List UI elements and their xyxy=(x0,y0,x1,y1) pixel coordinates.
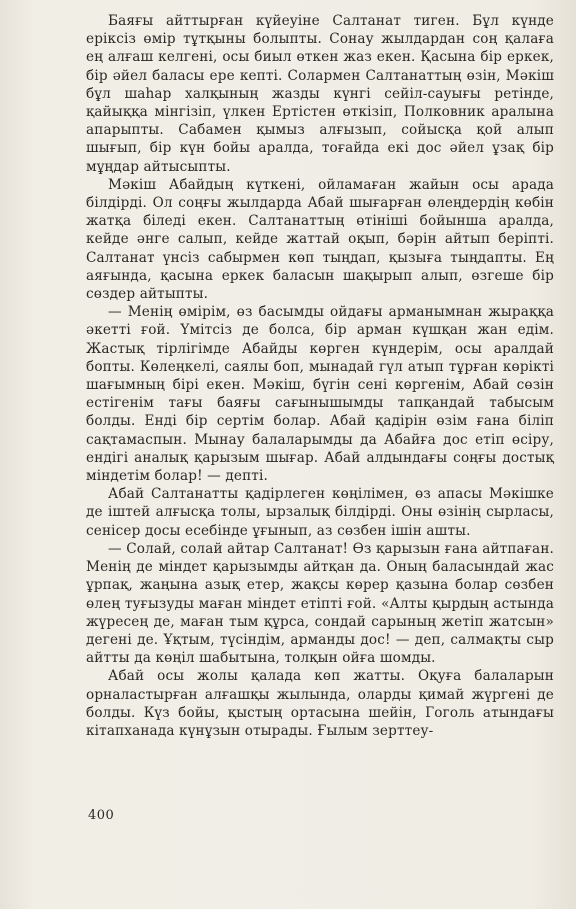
page-number: 400 xyxy=(88,808,115,823)
paragraph-4: Абай Салтанатты қадірлеген көңілімен, өз апасы Мәкішке де іштей алғысқа толы, ырзалық білдірді. Оны өзінің сырласы, сенісер досы есебінде ұғынып, аз сөзбен ішін ашты. xyxy=(86,486,554,539)
paragraph-6: Абай осы жолы қалада көп жатты. Оқуға балаларын орналастырған алғашқы жылында, оларды қимай жүргені де болды. Күз бойы, қыстың ортасына шейін, Гоголь атындағы кітапханада күнұзын отырады. Ғылым зерттеу- xyxy=(86,668,554,739)
paragraph-3: — Менің өмірім, өз басымды ойдағы арманымнан жыраққа әкетті ғой. Үмітсіз де болса, бір арман күшқан жан едім. Жастық тірлігімде Абайды көрген күндерім, осы аралдай бопты. Көлеңкелі, саялы боп, мынадай гүл атып тұрған көрікті шағымның бірі екен. Мәкіш, бүгін сені көргенім, Абай сөзін естігенім тағы баяғы сағынышымды тапқандай табысым болды. Енді бір сертім болар. Абай қадірін өзім ғана біліп сақтамаспын. Мынау балаларымды да Абайға дос етіп өсіру, ендігі аналық қарызым шығар. Абай алдындағы соңғы достық міндетім болар! — депті. xyxy=(86,304,554,485)
paragraph-2: Мәкіш Абайдың күткені, ойламаған жайын осы арада білдірді. Ол соңғы жылдарда Абай шығарған өлеңдердің көбін жатқа біледі екен. Салтанаттың өтініші бойынша аралда, кейде әнге салып, кейде жаттай оқып, бәрін айтып беріпті. Салтанат үнсіз сабырмен көп тыңдап, қызыға тыңдапты. Ең аяғында, қасына еркек баласын шақырып алып, өзгеше бір сөздер айтыпты. xyxy=(86,176,554,303)
paragraph-1: Баяғы айттырған күйеуіне Салтанат тиген. Бұл күнде еріксіз өмір тұтқыны болыпты. Сонау жылдардан соң қалаға ең алғаш келгені, осы биыл өткен жаз екен. Қасына бір еркек, бір әйел баласы ере кепті. Солармен Салтанаттың өзін, Мәкіш бұл шаһар халқының жазды күнгі сейіл-сауығы ретінде, қайыққа мінгізіп, үлкен Ертістен өткізіп, Полковник аралына апарыпты. Сабамен қымыз алғызып, сойысқа қой алып шығып, бір күн бойы аралда, тоғайда екі дос әйел ұзақ бір мұңдар айтысыпты. xyxy=(86,13,554,175)
body-text xyxy=(86,12,554,740)
paragraph-5: — Солай, солай айтар Салтанат! Өз қарызын ғана айтпаған. Менің де міндет қарызымды айтқан да. Оның баласындай жас ұрпақ, жаңына азық етер, жақсы көрер қазына болар сөзбен өлең туғызуды маған міндет етіпті ғой. «Алты қырдың астында жүресең де, маған тым құрса, сондай сарының жетіп жатсын» дегені де. Ұқтым, түсіндім, арманды дос! — деп, салмақты сыр айтты да көңіл шабытына, толқын ойға шомды. xyxy=(86,540,554,667)
